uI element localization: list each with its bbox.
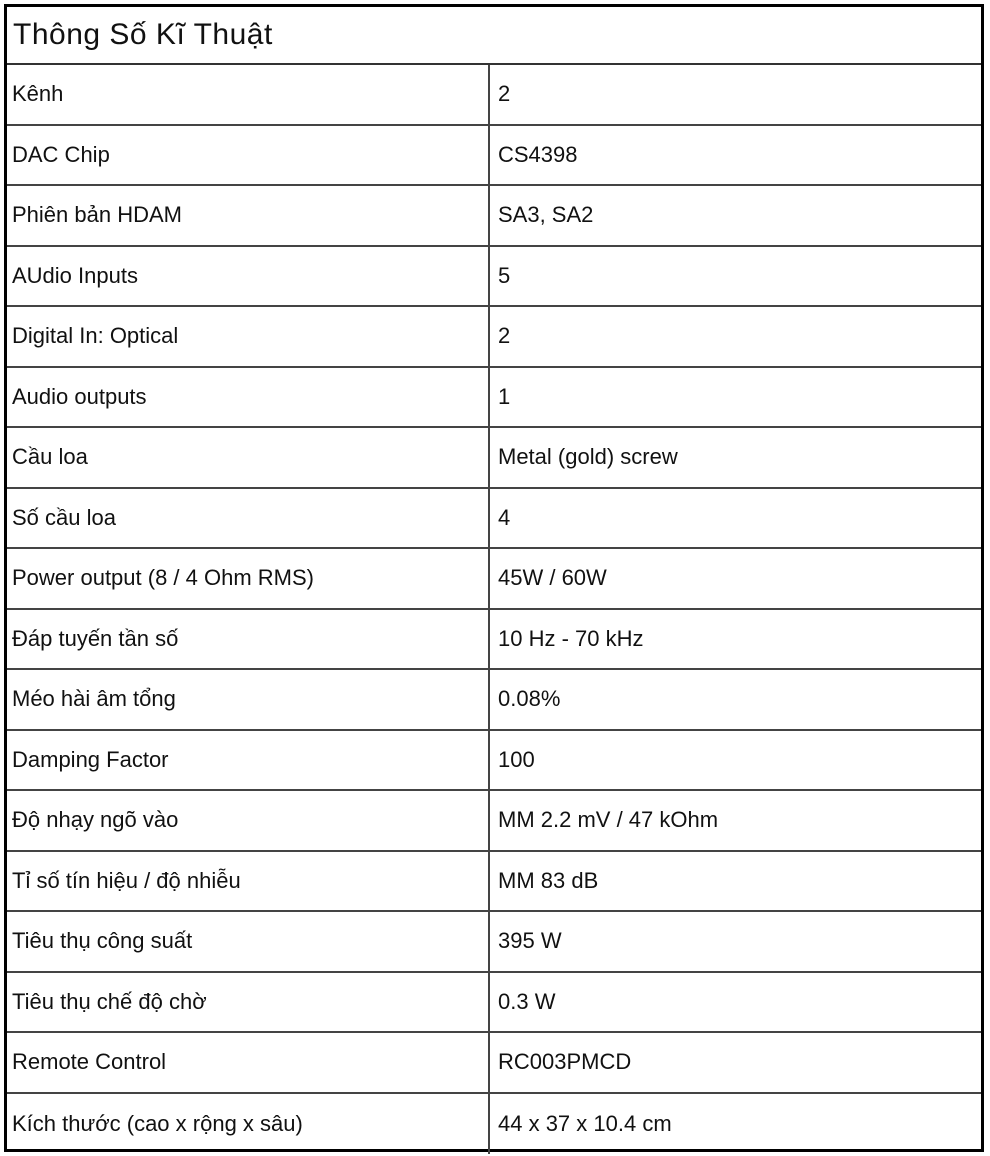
spec-label: Tiêu thụ công suất (7, 912, 490, 971)
table-row (7, 65, 981, 126)
spec-label: Power output (8 / 4 Ohm RMS) (7, 549, 490, 608)
spec-value: 45W / 60W (498, 565, 607, 591)
spec-label: Digital In: Optical (7, 307, 490, 366)
spec-label: Audio outputs (7, 368, 490, 427)
spec-label: Đáp tuyến tần số (7, 610, 490, 669)
table-row (7, 368, 981, 429)
spec-label: AUdio Inputs (7, 247, 490, 306)
table-row (7, 186, 981, 247)
table-row (7, 731, 981, 792)
table-row (7, 126, 981, 187)
spec-value: 2 (498, 323, 511, 349)
spec-label: Remote Control (7, 1033, 490, 1092)
spec-label: Số cầu loa (7, 489, 490, 548)
spec-label: Cầu loa (7, 428, 490, 487)
table-title: Thông Số Kĩ Thuật (7, 7, 981, 65)
spec-table (4, 4, 984, 1152)
spec-value: 395 W (498, 928, 562, 954)
spec-value: 100 (498, 746, 535, 772)
spec-value: SA3, SA2 (498, 202, 594, 228)
spec-label: Méo hài âm tổng (7, 670, 490, 729)
table-row (7, 973, 981, 1034)
table-row (7, 489, 981, 550)
spec-value: RC003PMCD (498, 1049, 632, 1075)
spec-value: 44 x 37 x 10.4 cm (498, 1110, 672, 1136)
table-row (7, 670, 981, 731)
table-row (7, 1033, 981, 1094)
table-row (7, 912, 981, 973)
spec-value: 10 Hz - 70 kHz (498, 625, 644, 651)
table-row (7, 1094, 981, 1155)
spec-value: 5 (498, 262, 511, 288)
spec-label: Độ nhạy ngõ vào (7, 791, 490, 850)
spec-label: Tiêu thụ chế độ chờ (7, 973, 490, 1032)
spec-label: Damping Factor (7, 731, 490, 790)
spec-rows (7, 65, 981, 1154)
spec-value: 4 (498, 504, 511, 530)
spec-label: DAC Chip (7, 126, 490, 185)
spec-value: CS4398 (498, 141, 578, 167)
spec-label: Phiên bản HDAM (7, 186, 490, 245)
spec-value: 0.08% (498, 686, 561, 712)
spec-label: Tỉ số tín hiệu / độ nhiễu (7, 852, 490, 911)
spec-label: Kích thước (cao x rộng x sâu) (7, 1094, 490, 1155)
spec-value: 2 (498, 81, 511, 107)
spec-value: MM 2.2 mV / 47 kOhm (498, 807, 719, 833)
table-row (7, 307, 981, 368)
table-row (7, 549, 981, 610)
table-row (7, 852, 981, 913)
spec-value: 0.3 W (498, 988, 556, 1014)
spec-value: 1 (498, 383, 511, 409)
spec-value: Metal (gold) screw (498, 444, 678, 470)
table-row (7, 428, 981, 489)
table-row (7, 610, 981, 671)
spec-value: MM 83 dB (498, 867, 599, 893)
table-row (7, 791, 981, 852)
table-row (7, 247, 981, 308)
spec-label: Kênh (7, 65, 490, 124)
